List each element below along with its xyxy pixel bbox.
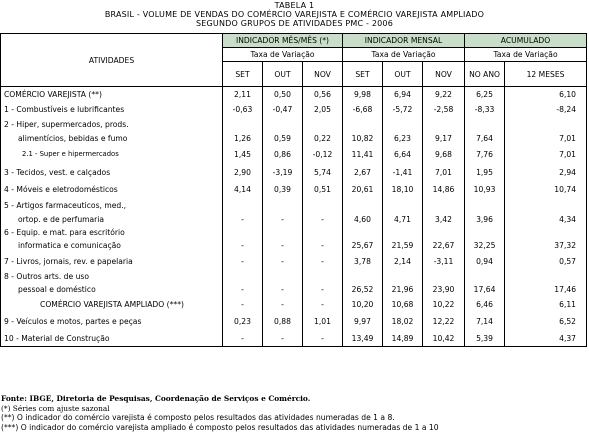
table-row — [1, 198, 587, 212]
value-cell: 9,98 — [343, 87, 383, 103]
header-taxa-mensal: Taxa de Variação — [343, 48, 465, 62]
value-cell: 6,23 — [383, 131, 423, 145]
value-cell: 3,42 — [423, 212, 465, 226]
value-cell: 7,01 — [423, 163, 465, 181]
value-cell — [343, 270, 383, 283]
value-cell — [223, 198, 263, 212]
header-taxa-acum: Taxa de Variação — [465, 48, 587, 62]
value-cell — [423, 117, 465, 131]
value-cell: 9,68 — [423, 145, 465, 163]
activity-label: COMÉRCIO VAREJISTA (**) — [1, 87, 223, 103]
sales-volume-table — [0, 33, 587, 347]
activity-label: 7 - Livros, jornais, rev. e papelaria — [1, 252, 223, 270]
value-cell: 4,14 — [223, 181, 263, 198]
value-cell: 23,90 — [423, 283, 465, 296]
header-indicador-mes-mes: INDICADOR MÊS/MÊS (*) — [223, 34, 343, 48]
value-cell: 13,49 — [343, 330, 383, 347]
value-cell: -0,47 — [263, 102, 303, 117]
footnote-1: (*) Séries com ajuste sazonal — [1, 403, 110, 413]
value-cell — [263, 270, 303, 283]
table-row — [1, 117, 587, 131]
value-cell: 7,01 — [505, 131, 587, 145]
value-cell: 5,74 — [303, 163, 343, 181]
value-cell — [465, 226, 505, 239]
activity-label: 2.1 - Super e hipermercados — [1, 145, 223, 163]
value-cell: - — [303, 283, 343, 296]
value-cell: 2,11 — [223, 87, 263, 103]
value-cell: 7,14 — [465, 312, 505, 330]
value-cell — [223, 117, 263, 131]
header-taxa-mm: Taxa de Variação — [223, 48, 343, 62]
activity-label: informatica e comunicação — [1, 239, 223, 252]
value-cell: -3,11 — [423, 252, 465, 270]
value-cell: -1,41 — [383, 163, 423, 181]
value-cell — [383, 117, 423, 131]
value-cell — [303, 270, 343, 283]
value-cell — [343, 117, 383, 131]
value-cell: 2,90 — [223, 163, 263, 181]
value-cell: 3,96 — [465, 212, 505, 226]
value-cell: 2,14 — [383, 252, 423, 270]
value-cell: 21,59 — [383, 239, 423, 252]
value-cell — [505, 226, 587, 239]
value-cell: 10,42 — [423, 330, 465, 347]
value-cell: 14,89 — [383, 330, 423, 347]
value-cell — [505, 117, 587, 131]
value-cell: 0,86 — [263, 145, 303, 163]
value-cell: - — [303, 239, 343, 252]
value-cell: 4,37 — [505, 330, 587, 347]
value-cell — [423, 270, 465, 283]
activity-label: COMÉRCIO VAREJISTA AMPLIADO (***) — [1, 296, 223, 312]
table-row — [1, 145, 587, 163]
value-cell — [303, 226, 343, 239]
value-cell — [423, 198, 465, 212]
value-cell: 18,02 — [383, 312, 423, 330]
value-cell — [383, 270, 423, 283]
header-col: NO ANO — [465, 62, 505, 87]
value-cell: - — [223, 330, 263, 347]
value-cell: 10,68 — [383, 296, 423, 312]
activity-label: alimentícios, bebidas e fumo — [1, 131, 223, 145]
header-col: NOV — [303, 62, 343, 87]
footnote-3: (***) O indicador do comércio varejista ampliado é composto pelos resultados das atividades numeradas de 1 a 10 — [1, 422, 439, 432]
value-cell: 0,22 — [303, 131, 343, 145]
value-cell: - — [263, 212, 303, 226]
footnote-2: (**) O indicador do comércio varejista é composto pelos resultados das atividades numeradas de 1 a 8. — [1, 413, 395, 422]
value-cell: - — [303, 212, 343, 226]
footnotes — [1, 394, 439, 432]
activity-label: 9 - Veículos e motos, partes e peças — [1, 312, 223, 330]
value-cell: - — [303, 330, 343, 347]
table-row — [1, 252, 587, 270]
value-cell: 0,94 — [465, 252, 505, 270]
value-cell: 26,52 — [343, 283, 383, 296]
value-cell: 2,05 — [303, 102, 343, 117]
table-row — [1, 102, 587, 117]
activity-label: 1 - Combustíveis e lubrificantes — [1, 102, 223, 117]
value-cell: 17,46 — [505, 283, 587, 296]
value-cell — [263, 226, 303, 239]
value-cell: 9,17 — [423, 131, 465, 145]
activity-label: 6 - Equip. e mat. para escritório — [1, 226, 223, 239]
value-cell: 0,50 — [263, 87, 303, 103]
value-cell — [263, 117, 303, 131]
value-cell: 9,97 — [343, 312, 383, 330]
value-cell: - — [223, 296, 263, 312]
value-cell: 0,39 — [263, 181, 303, 198]
value-cell: 37,32 — [505, 239, 587, 252]
value-cell: - — [263, 239, 303, 252]
value-cell: 0,23 — [223, 312, 263, 330]
table-row — [1, 296, 587, 312]
header-col: NOV — [423, 62, 465, 87]
activity-label: ortop. e de perfumaria — [1, 212, 223, 226]
value-cell: 18,10 — [383, 181, 423, 198]
activity-label: 2 - Hiper, supermercados, prods. — [1, 117, 223, 131]
header-col: OUT — [263, 62, 303, 87]
value-cell: 6,25 — [465, 87, 505, 103]
value-cell: 12,22 — [423, 312, 465, 330]
value-cell: 4,34 — [505, 212, 587, 226]
table-number: TABELA 1 — [274, 1, 315, 10]
value-cell: - — [303, 252, 343, 270]
value-cell: 3,78 — [343, 252, 383, 270]
value-cell — [223, 270, 263, 283]
header-indicador-mensal: INDICADOR MENSAL — [343, 34, 465, 48]
value-cell: 0,88 — [263, 312, 303, 330]
value-cell: - — [223, 283, 263, 296]
value-cell: 1,26 — [223, 131, 263, 145]
table-row — [1, 212, 587, 226]
value-cell: 11,41 — [343, 145, 383, 163]
value-cell: -8,33 — [465, 102, 505, 117]
value-cell: 7,01 — [505, 145, 587, 163]
activity-label: 8 - Outros arts. de uso — [1, 270, 223, 283]
value-cell: 0,57 — [505, 252, 587, 270]
value-cell: 1,45 — [223, 145, 263, 163]
table-row — [1, 330, 587, 347]
value-cell: 1,01 — [303, 312, 343, 330]
value-cell: - — [223, 212, 263, 226]
value-cell: 7,64 — [465, 131, 505, 145]
value-cell: - — [263, 252, 303, 270]
value-cell — [383, 226, 423, 239]
value-cell — [465, 117, 505, 131]
value-cell: - — [263, 283, 303, 296]
value-cell: - — [223, 252, 263, 270]
value-cell: 10,22 — [423, 296, 465, 312]
value-cell: 6,10 — [505, 87, 587, 103]
value-cell: - — [263, 296, 303, 312]
value-cell — [505, 270, 587, 283]
value-cell: 25,67 — [343, 239, 383, 252]
value-cell: 6,11 — [505, 296, 587, 312]
value-cell: -0,12 — [303, 145, 343, 163]
table-body — [1, 87, 587, 347]
value-cell — [343, 198, 383, 212]
value-cell: 21,96 — [383, 283, 423, 296]
table-row — [1, 270, 587, 283]
value-cell: 4,60 — [343, 212, 383, 226]
source-note: Fonte: IBGE, Diretoria de Pesquisas, Coordenação de Serviços e Comércio. — [1, 394, 311, 403]
value-cell: 0,59 — [263, 131, 303, 145]
value-cell: 0,56 — [303, 87, 343, 103]
value-cell: 6,94 — [383, 87, 423, 103]
value-cell: 9,22 — [423, 87, 465, 103]
value-cell — [223, 226, 263, 239]
value-cell — [465, 198, 505, 212]
value-cell: 4,71 — [383, 212, 423, 226]
activity-label: 4 - Móveis e eletrodomésticos — [1, 181, 223, 198]
value-cell — [303, 198, 343, 212]
activity-label: 10 - Material de Construção — [1, 330, 223, 347]
activity-label: pessoal e doméstico — [1, 283, 223, 296]
value-cell: 22,67 — [423, 239, 465, 252]
value-cell: 0,51 — [303, 181, 343, 198]
value-cell: - — [263, 330, 303, 347]
value-cell — [505, 198, 587, 212]
value-cell: 17,64 — [465, 283, 505, 296]
table-row — [1, 226, 587, 239]
value-cell: -6,68 — [343, 102, 383, 117]
value-cell: -8,24 — [505, 102, 587, 117]
value-cell: -0,63 — [223, 102, 263, 117]
activity-label: 3 - Tecidos, vest. e calçados — [1, 163, 223, 181]
value-cell: 5,39 — [465, 330, 505, 347]
value-cell: 6,46 — [465, 296, 505, 312]
header-col: SET — [223, 62, 263, 87]
header-acumulado: ACUMULADO — [465, 34, 587, 48]
value-cell — [423, 226, 465, 239]
value-cell: - — [303, 296, 343, 312]
table-row — [1, 131, 587, 145]
value-cell — [465, 270, 505, 283]
value-cell: 1,95 — [465, 163, 505, 181]
value-cell: 32,25 — [465, 239, 505, 252]
activity-label: 5 - Artigos farmaceuticos, med., — [1, 198, 223, 212]
table-row — [1, 312, 587, 330]
table-subtitle: SEGUNDO GRUPOS DE ATIVIDADES PMC - 2006 — [196, 19, 393, 28]
value-cell: -2,58 — [423, 102, 465, 117]
value-cell: 7,76 — [465, 145, 505, 163]
value-cell: 2,94 — [505, 163, 587, 181]
table-row — [1, 87, 587, 103]
value-cell: - — [223, 239, 263, 252]
value-cell — [383, 198, 423, 212]
table-row — [1, 239, 587, 252]
value-cell: 10,74 — [505, 181, 587, 198]
value-cell: 10,93 — [465, 181, 505, 198]
value-cell — [263, 198, 303, 212]
value-cell: 10,82 — [343, 131, 383, 145]
value-cell: 10,20 — [343, 296, 383, 312]
table-row — [1, 181, 587, 198]
value-cell: 2,67 — [343, 163, 383, 181]
value-cell: 20,61 — [343, 181, 383, 198]
table-row — [1, 163, 587, 181]
value-cell: 14,86 — [423, 181, 465, 198]
header-col: SET — [343, 62, 383, 87]
value-cell — [303, 117, 343, 131]
value-cell: -5,72 — [383, 102, 423, 117]
table-row — [1, 283, 587, 296]
value-cell — [343, 226, 383, 239]
table-title: BRASIL - VOLUME DE VENDAS DO COMÉRCIO VAREJISTA E COMÉRCIO VAREJISTA AMPLIADO — [104, 10, 485, 19]
header-atividades: ATIVIDADES — [1, 34, 223, 87]
header-col: 12 MESES — [505, 62, 587, 87]
value-cell: 6,52 — [505, 312, 587, 330]
value-cell: -3,19 — [263, 163, 303, 181]
header-row-groups — [1, 34, 587, 48]
value-cell: 6,64 — [383, 145, 423, 163]
header-col: OUT — [383, 62, 423, 87]
